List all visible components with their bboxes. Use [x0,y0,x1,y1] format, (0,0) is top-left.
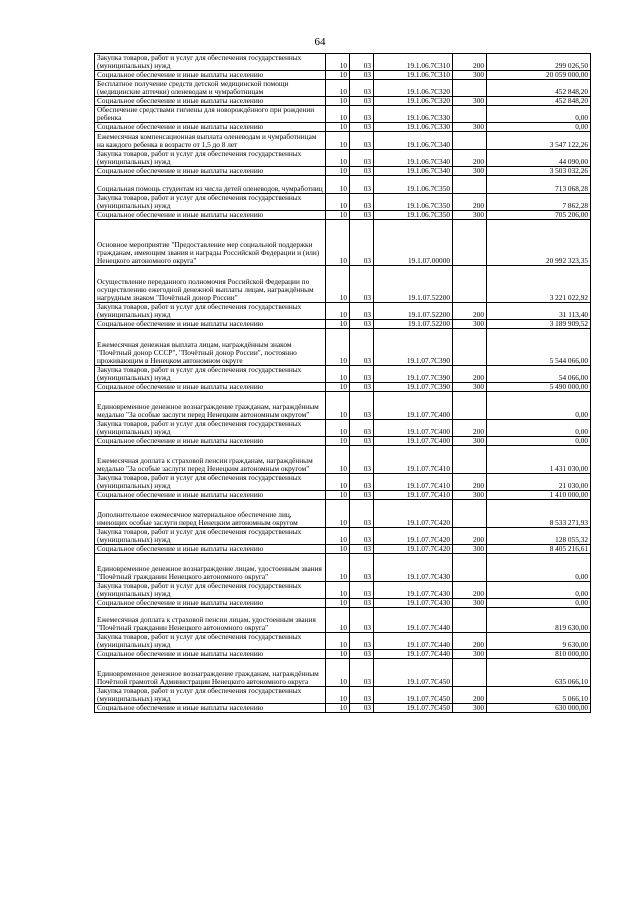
row-subsection-cell: 03 [350,167,374,176]
row-section-cell: 10 [326,123,350,132]
row-subsection-cell: 03 [350,80,374,97]
row-section-cell: 10 [326,704,350,713]
row-section-cell: 10 [326,150,350,167]
row-amount-cell: 1 410 000,00 [487,491,591,500]
row-target-article-cell: 19.1.06.7С340 [374,167,453,176]
row-expense-type-cell: 200 [453,366,487,383]
row-target-article-cell: 19.1.07.7С390 [374,383,453,392]
row-target-article-cell: 19.1.07.7С430 [374,599,453,608]
row-subsection-cell: 03 [350,420,374,437]
table-row [95,474,591,491]
row-name-cell: Закупка товаров, работ и услуг для обеспечения государственных (муниципальных) нужд [95,687,326,704]
row-amount-cell: 630 000,00 [487,704,591,713]
row-amount-cell: 0,00 [487,554,591,582]
row-target-article-cell: 19.1.07.7С420 [374,545,453,554]
row-amount-cell: 810 000,00 [487,650,591,659]
row-expense-type-cell [453,329,487,366]
row-name-cell: Ежемесячная доплата к страховой пенсии лицам, удостоенным звания "Почётный гражданин Ненецкого автономного округа" [95,608,326,633]
row-expense-type-cell: 300 [453,211,487,220]
row-subsection-cell: 03 [350,437,374,446]
row-subsection-cell: 03 [350,54,374,71]
row-name-cell: Ежемесячная денежная выплата лицам, награждённым знаком "Почётный донор СССР", "Почётный донор России", постоянно проживающим в Ненецком автономном округе [95,329,326,366]
row-expense-type-cell: 300 [453,650,487,659]
row-target-article-cell: 19.1.07.7С440 [374,608,453,633]
row-amount-cell: 5 490 000,00 [487,383,591,392]
row-expense-type-cell [453,608,487,633]
row-expense-type-cell [453,220,487,266]
row-subsection-cell: 03 [350,123,374,132]
table-row [95,167,591,176]
row-section-cell: 10 [326,687,350,704]
row-expense-type-cell: 300 [453,491,487,500]
table-row [95,582,591,599]
table-row [95,392,591,420]
row-expense-type-cell: 200 [453,633,487,650]
row-target-article-cell: 19.1.07.7С440 [374,650,453,659]
row-name-cell: Социальное обеспечение и иные выплаты населению [95,97,326,106]
row-section-cell: 10 [326,194,350,211]
row-section-cell: 10 [326,383,350,392]
row-target-article-cell: 19.1.07.52200 [374,303,453,320]
table-row [95,650,591,659]
row-amount-cell: 713 068,28 [487,176,591,194]
row-section-cell: 10 [326,80,350,97]
row-target-article-cell: 19.1.06.7С340 [374,132,453,150]
row-expense-type-cell: 300 [453,704,487,713]
row-section-cell: 10 [326,54,350,71]
row-amount-cell: 20 992 323,35 [487,220,591,266]
row-target-article-cell: 19.1.07.7С450 [374,659,453,687]
row-target-article-cell: 19.1.06.7С350 [374,194,453,211]
row-name-cell: Социальное обеспечение и иные выплаты населению [95,599,326,608]
row-name-cell: Закупка товаров, работ и услуг для обеспечения государственных (муниципальных) нужд [95,54,326,71]
row-subsection-cell: 03 [350,383,374,392]
row-name-cell: Закупка товаров, работ и услуг для обеспечения государственных (муниципальных) нужд [95,528,326,545]
row-target-article-cell: 19.1.07.7С450 [374,704,453,713]
row-amount-cell: 1 431 030,00 [487,446,591,474]
row-amount-cell: 0,00 [487,392,591,420]
row-section-cell: 10 [326,659,350,687]
row-amount-cell: 128 055,32 [487,528,591,545]
row-name-cell: Ежемесячная доплата к страховой пенсии гражданам, награждённым медалью "За особые заслуги перед Ненецким автономным округом" [95,446,326,474]
row-target-article-cell: 19.1.07.7С440 [374,633,453,650]
row-target-article-cell: 19.1.06.7С350 [374,211,453,220]
row-target-article-cell: 19.1.07.7С430 [374,554,453,582]
row-section-cell: 10 [326,582,350,599]
table-row [95,54,591,71]
table-row [95,704,591,713]
row-name-cell: Закупка товаров, работ и услуг для обеспечения государственных (муниципальных) нужд [95,420,326,437]
row-subsection-cell: 03 [350,704,374,713]
row-subsection-cell: 03 [350,329,374,366]
row-expense-type-cell: 300 [453,437,487,446]
row-name-cell: Социальное обеспечение и иные выплаты населению [95,650,326,659]
row-amount-cell: 20 059 000,00 [487,71,591,80]
table-row [95,383,591,392]
row-amount-cell: 0,00 [487,582,591,599]
row-expense-type-cell: 300 [453,599,487,608]
row-section-cell: 10 [326,106,350,123]
row-expense-type-cell: 200 [453,303,487,320]
row-target-article-cell: 19.1.07.7С400 [374,420,453,437]
row-section-cell: 10 [326,528,350,545]
table-row [95,437,591,446]
row-section-cell: 10 [326,320,350,329]
row-expense-type-cell: 200 [453,420,487,437]
row-expense-type-cell [453,80,487,97]
row-section-cell: 10 [326,303,350,320]
table-row [95,132,591,150]
row-name-cell: Единовременное денежное вознаграждение гражданам, награждённым медалью "За особые заслуги перед Ненецким автономным округом" [95,392,326,420]
row-subsection-cell: 03 [350,132,374,150]
row-section-cell: 10 [326,491,350,500]
row-amount-cell: 819 630,00 [487,608,591,633]
table-row [95,545,591,554]
row-expense-type-cell: 200 [453,474,487,491]
table-row [95,106,591,123]
row-name-cell: Социальное обеспечение и иные выплаты населению [95,491,326,500]
row-expense-type-cell: 200 [453,194,487,211]
row-name-cell: Социальное обеспечение и иные выплаты населению [95,320,326,329]
row-target-article-cell: 19.1.07.00000 [374,220,453,266]
row-expense-type-cell [453,176,487,194]
row-amount-cell: 5 544 066,00 [487,329,591,366]
row-name-cell: Социальное обеспечение и иные выплаты населению [95,211,326,220]
row-section-cell: 10 [326,474,350,491]
row-subsection-cell: 03 [350,150,374,167]
row-subsection-cell: 03 [350,491,374,500]
row-amount-cell: 0,00 [487,106,591,123]
row-subsection-cell: 03 [350,71,374,80]
row-section-cell: 10 [326,132,350,150]
row-expense-type-cell: 200 [453,150,487,167]
row-amount-cell: 7 862,28 [487,194,591,211]
row-subsection-cell: 03 [350,303,374,320]
row-name-cell: Социальное обеспечение и иные выплаты населению [95,167,326,176]
row-expense-type-cell: 300 [453,123,487,132]
table-row [95,687,591,704]
row-amount-cell: 0,00 [487,123,591,132]
row-target-article-cell: 19.1.07.7С420 [374,500,453,528]
row-section-cell: 10 [326,329,350,366]
row-expense-type-cell: 300 [453,97,487,106]
table-row [95,97,591,106]
table-row [95,599,591,608]
table-row [95,220,591,266]
row-name-cell: Социальное обеспечение и иные выплаты населению [95,71,326,80]
row-name-cell: Социальное обеспечение и иные выплаты населению [95,383,326,392]
row-target-article-cell: 19.1.07.52200 [374,320,453,329]
row-target-article-cell: 19.1.07.7С450 [374,687,453,704]
row-name-cell: Обеспечение средствами гигиены для новорождённого при рождении ребенка [95,106,326,123]
row-expense-type-cell: 200 [453,582,487,599]
row-amount-cell: 3 189 909,52 [487,320,591,329]
row-section-cell: 10 [326,446,350,474]
row-target-article-cell: 19.1.07.7С410 [374,491,453,500]
row-subsection-cell: 03 [350,266,374,303]
table-row [95,80,591,97]
row-subsection-cell: 03 [350,633,374,650]
row-section-cell: 10 [326,545,350,554]
table-row [95,176,591,194]
row-section-cell: 10 [326,167,350,176]
row-subsection-cell: 03 [350,194,374,211]
row-section-cell: 10 [326,211,350,220]
row-expense-type-cell [453,659,487,687]
row-subsection-cell: 03 [350,650,374,659]
row-name-cell: Закупка товаров, работ и услуг для обеспечения государственных (муниципальных) нужд [95,474,326,491]
row-subsection-cell: 03 [350,599,374,608]
row-subsection-cell: 03 [350,545,374,554]
row-name-cell: Социальное обеспечение и иные выплаты населению [95,704,326,713]
row-subsection-cell: 03 [350,528,374,545]
row-target-article-cell: 19.1.06.7С310 [374,54,453,71]
row-section-cell: 10 [326,633,350,650]
row-name-cell: Закупка товаров, работ и услуг для обеспечения государственных (муниципальных) нужд [95,633,326,650]
row-amount-cell: 3 547 122,26 [487,132,591,150]
row-target-article-cell: 19.1.06.7С330 [374,123,453,132]
row-amount-cell: 0,00 [487,599,591,608]
row-subsection-cell: 03 [350,608,374,633]
row-name-cell: Социальное обеспечение и иные выплаты населению [95,123,326,132]
row-expense-type-cell [453,446,487,474]
row-amount-cell: 0,00 [487,437,591,446]
table-row [95,659,591,687]
table-row [95,446,591,474]
row-amount-cell: 3 221 022,92 [487,266,591,303]
row-target-article-cell: 19.1.07.7С410 [374,446,453,474]
row-name-cell: Дополнительное ежемесячное материальное обеспечение лиц, имеющих особые заслуги перед Ненецким автономным округом [95,500,326,528]
row-name-cell: Единовременное денежное вознаграждение лицам, удостоенным звания "Почётный гражданин Ненецкого автономного округа" [95,554,326,582]
row-section-cell: 10 [326,420,350,437]
row-target-article-cell: 19.1.06.7С350 [374,176,453,194]
row-expense-type-cell: 300 [453,71,487,80]
table-row [95,194,591,211]
row-name-cell: Закупка товаров, работ и услуг для обеспечения государственных (муниципальных) нужд [95,582,326,599]
table-row [95,491,591,500]
table-row [95,303,591,320]
row-amount-cell: 5 066,10 [487,687,591,704]
row-subsection-cell: 03 [350,320,374,329]
row-name-cell: Бесплатное получение средств детской медицинской помощи (медицинские аптечки) оленеводам и чумработницам [95,80,326,97]
row-subsection-cell: 03 [350,554,374,582]
row-name-cell: Социальная помощь студентам из числа детей оленеводов, чумработниц [95,176,326,194]
row-expense-type-cell [453,132,487,150]
row-section-cell: 10 [326,392,350,420]
row-section-cell: 10 [326,437,350,446]
row-name-cell: Закупка товаров, работ и услуг для обеспечения государственных (муниципальных) нужд [95,303,326,320]
row-section-cell: 10 [326,176,350,194]
table-row [95,554,591,582]
table-row [95,420,591,437]
row-amount-cell: 452 848,20 [487,80,591,97]
row-name-cell: Социальное обеспечение и иные выплаты населению [95,437,326,446]
row-name-cell: Закупка товаров, работ и услуг для обеспечения государственных (муниципальных) нужд [95,194,326,211]
row-section-cell: 10 [326,599,350,608]
row-expense-type-cell: 200 [453,528,487,545]
row-subsection-cell: 03 [350,392,374,420]
table-row [95,266,591,303]
row-amount-cell: 54 066,00 [487,366,591,383]
row-amount-cell: 3 503 032,26 [487,167,591,176]
row-amount-cell: 8 405 216,61 [487,545,591,554]
row-name-cell: Закупка товаров, работ и услуг для обеспечения государственных (муниципальных) нужд [95,150,326,167]
table-row [95,500,591,528]
row-amount-cell: 452 848,20 [487,97,591,106]
row-subsection-cell: 03 [350,474,374,491]
row-amount-cell: 9 630,00 [487,633,591,650]
row-target-article-cell: 19.1.07.7С390 [374,329,453,366]
row-expense-type-cell: 200 [453,54,487,71]
row-expense-type-cell: 300 [453,383,487,392]
table-row [95,366,591,383]
row-subsection-cell: 03 [350,366,374,383]
row-subsection-cell: 03 [350,582,374,599]
budget-table [94,53,591,713]
row-target-article-cell: 19.1.07.7С410 [374,474,453,491]
budget-table-body [95,54,591,713]
row-name-cell: Единовременное денежное вознаграждение гражданам, награждённым Почётной грамотой Администрации Ненецкого автономного округа [95,659,326,687]
row-amount-cell: 21 030,00 [487,474,591,491]
row-subsection-cell: 03 [350,687,374,704]
row-section-cell: 10 [326,220,350,266]
row-subsection-cell: 03 [350,97,374,106]
row-expense-type-cell [453,554,487,582]
row-expense-type-cell: 200 [453,687,487,704]
table-row [95,71,591,80]
row-subsection-cell: 03 [350,106,374,123]
row-amount-cell: 705 206,00 [487,211,591,220]
row-section-cell: 10 [326,266,350,303]
row-section-cell: 10 [326,97,350,106]
row-expense-type-cell: 300 [453,167,487,176]
table-row [95,528,591,545]
row-target-article-cell: 19.1.07.52200 [374,266,453,303]
row-amount-cell: 8 533 271,93 [487,500,591,528]
row-expense-type-cell [453,392,487,420]
row-name-cell: Основное мероприятие "Предоставление мер социальной поддержки гражданам, имеющим звания и награды Российской Федерации и (или) Ненецкого автономного округа" [95,220,326,266]
row-subsection-cell: 03 [350,220,374,266]
row-target-article-cell: 19.1.07.7С390 [374,366,453,383]
row-target-article-cell: 19.1.07.7С430 [374,582,453,599]
row-amount-cell: 0,00 [487,420,591,437]
row-expense-type-cell [453,106,487,123]
table-row [95,608,591,633]
row-amount-cell: 44 090,00 [487,150,591,167]
row-section-cell: 10 [326,650,350,659]
row-subsection-cell: 03 [350,500,374,528]
row-section-cell: 10 [326,71,350,80]
row-expense-type-cell: 300 [453,545,487,554]
row-section-cell: 10 [326,608,350,633]
row-subsection-cell: 03 [350,446,374,474]
row-target-article-cell: 19.1.06.7С320 [374,80,453,97]
table-row [95,320,591,329]
row-target-article-cell: 19.1.07.7С400 [374,437,453,446]
row-expense-type-cell [453,266,487,303]
row-amount-cell: 31 113,40 [487,303,591,320]
row-name-cell: Социальное обеспечение и иные выплаты населению [95,545,326,554]
table-row [95,150,591,167]
row-section-cell: 10 [326,366,350,383]
page-number: 64 [314,36,326,48]
row-subsection-cell: 03 [350,176,374,194]
row-subsection-cell: 03 [350,659,374,687]
table-row [95,211,591,220]
row-subsection-cell: 03 [350,211,374,220]
row-name-cell: Закупка товаров, работ и услуг для обеспечения государственных (муниципальных) нужд [95,366,326,383]
row-target-article-cell: 19.1.06.7С340 [374,150,453,167]
row-expense-type-cell [453,500,487,528]
row-amount-cell: 299 026,50 [487,54,591,71]
table-row [95,633,591,650]
row-target-article-cell: 19.1.06.7С310 [374,71,453,80]
row-expense-type-cell: 300 [453,320,487,329]
row-target-article-cell: 19.1.06.7С330 [374,106,453,123]
table-row [95,329,591,366]
row-section-cell: 10 [326,500,350,528]
row-target-article-cell: 19.1.07.7С420 [374,528,453,545]
row-target-article-cell: 19.1.07.7С400 [374,392,453,420]
table-row [95,123,591,132]
row-name-cell: Осуществление переданного полномочия Российской Федерации по осуществлению ежегодной денежной выплаты лицам, награждённым нагрудным знаком "Почётный донор России" [95,266,326,303]
row-target-article-cell: 19.1.06.7С320 [374,97,453,106]
row-amount-cell: 635 066,10 [487,659,591,687]
row-section-cell: 10 [326,554,350,582]
row-name-cell: Ежемесячная компенсационная выплата оленеводам и чумработницам на каждого ребенка в возрасте от 1,5 до 8 лет [95,132,326,150]
